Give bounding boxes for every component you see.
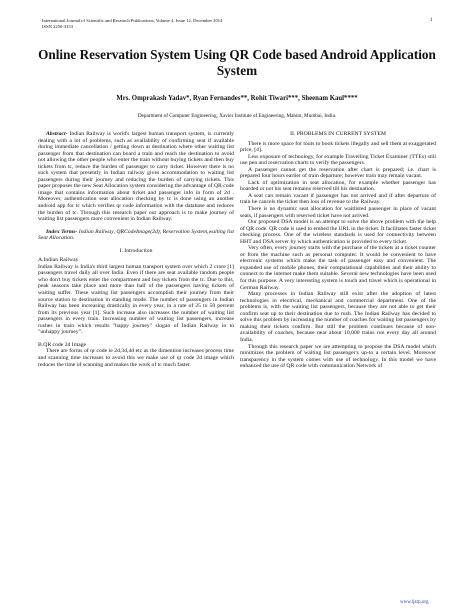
qr-paragraph: There are forms of qr code ie 2d,3d,4d etc as the dimention increases process time and scanning time increases to avoid this we make use of qr code 2d image which reduces the time of scanning and makes the work of tc much faster. (38, 348, 234, 368)
section-heading-introduction: I. Introduction (119, 247, 153, 254)
page-number: 1 (430, 18, 433, 23)
issn: ISSN 2250-3153 (42, 23, 74, 29)
paragraph: Many processes in Indian Railway still exist after the adoption of latest technologies in electrical, mechanical and commercial department. One of the problems is, with the waiting list passengers, because they are not able to get their confirm seat up to their destination due to rush. The Indian Railway has decided to solve this problem by increasing the number of coaches for waiting list passengers by making their tickets confirm. But still the problem continues because of non-availability of coaches, because near about 10,000 trains run every day all around India. (240, 291, 436, 343)
index-terms-label: Index Terms- (46, 228, 78, 235)
paragraph: A passenger cannot get the reservation after chart is prepared; i.e. chart is prepared four hours earlier of train departure; however train may remain vacant. (240, 166, 436, 180)
abstract-text: Indian Railway is world's largest human transport system, is currently dealing with a lot of problems, such as availability of confirming seat if available during immediate cancellation / getting down at destination where other waiting list passenger from that destination can board a train and reach the destination to avoid not allowing the other people who enter the train without buying tickets and then buy tickets from tc, reduce the burden of passenger to carry ticket. However there is no such system that presently in Indian railway gives accommodation to waiting list passengers during their journey and reducing the burden of carrying tickets. This paper proposes the new Seat Allocation system considering the advantage of QR code image that contains information about ticket and passenger info in form of 2d . Moreover, authentication seat allocation checking by tc is done using an another android app for tc which verifies qr code information with the database and reduces the burden of tc. Through this research paper our approach is to make journey of waiting list passengers more convenient in Indian Railway. (38, 131, 234, 223)
intro-paragraph: Indian Railway is India's third largest human transport system over which 2 crore [1] passengers travel daily all over India. Even if there are seat available random people who don't buy tickets enter the compartment and buy tickets from the tc. Due to this, peak seasons take place and more than half of the passengers having tickets of waiting suffer. These waiting list passengers accomplish their journey from their source station to destination in standing mode. The number of passengers in Indian Railway has been increasing drastically in every year, in a rate of 25 to 50 percent from its previous year [1]. Such increase also increases the number of waiting list passengers in every train. Increasing number of waiting list passengers, increase rushes in train which results "happy journey" slogan of Indian Railway in to "unhappy journey". (38, 263, 234, 336)
affiliation: Department of Computer Engineering, Xavier Institute of Engineering, Mahim, Mumbai, India. (137, 113, 337, 119)
journal-website-link[interactable]: www.ijsrp.org (400, 600, 429, 605)
subsection-heading-b: B.QR code 2d Image (38, 341, 87, 348)
abstract-label: Abstract- (46, 131, 68, 137)
paragraph: Our proposed DSA model is an attempt to solve the above problem with the help of QR code. QR code is used to embed the URL in the ticket. It facilitates faster ticket checking process. One of the wireless standards is used for connectivity between HHT and DSA server by which authentication is provided to every ticket. (240, 219, 436, 245)
journal-header (42, 18, 434, 29)
index-terms (38, 229, 234, 242)
left-column (38, 131, 234, 368)
paragraph: Less exposure of technology, for example Travelling Ticket Examiner (TTEs) still use pen and reservation charts to verify the passengers. (240, 153, 436, 167)
paragraph: There is more space for touts to book tickets illegally and sell them at exaggerated price, [4]. (240, 140, 436, 154)
paper-title: Online Reservation System Using QR Code based Android Application System (38, 47, 436, 78)
paragraph: A seat can remain vacant if passenger has not arrived and if after departure of train he cancels the ticket then loss of revenue to the Railway. (240, 192, 436, 206)
journal-name: International Journal of Scientific and Research Publications, Volume 4, Issue 12, December 2014 (42, 18, 223, 23)
paragraph: Very often, every journey starts with the purchase of the tickets at a ticket counter or from the machine such as personal computer. It would be convenient to have electronic systems which make the task of passenger easy and convenient. The expanded use of mobile phones, their computational capabilities and their ability to connect to the internet make them suitable. Several new technologies have been used for this purpose. A very interesting system is touch and travel which is operational in German Railway. (240, 245, 436, 291)
paragraph: Through this research paper we are attempting to propose the DSA model which minimizes the problem of waiting list passenger's up-to a certain level. Moreover transparency in the system comes with use of technology. In this model we have enhanced the use of QR code with communication Network of (240, 343, 436, 370)
section-heading-problems: II. PROBLEMS IN CURRENT SYSTEM (290, 131, 386, 137)
right-column (240, 131, 436, 370)
author-list: Mrs. Omprakash Yadav*, Ryan Fernandes**, Rohit Tiwari***, Sheenam Kaul**** (116, 95, 358, 102)
index-terms-text: Indian Railway, QRCodeImage(2d), Reservation System,waiting list Seat Allocation. (38, 228, 234, 242)
abstract (38, 131, 234, 223)
subsection-heading-a: A.Indian Railway (38, 257, 79, 264)
paragraph: There is no dynamic seat allocation for waitlisted passenger in place of vacant seats, if passengers with reserved ticket have not arrived. (240, 206, 436, 219)
paragraph: Lack of optimization in seat allocation, for example whether passenger has boarded or not his seat remains reserved till his destination. (240, 179, 436, 193)
